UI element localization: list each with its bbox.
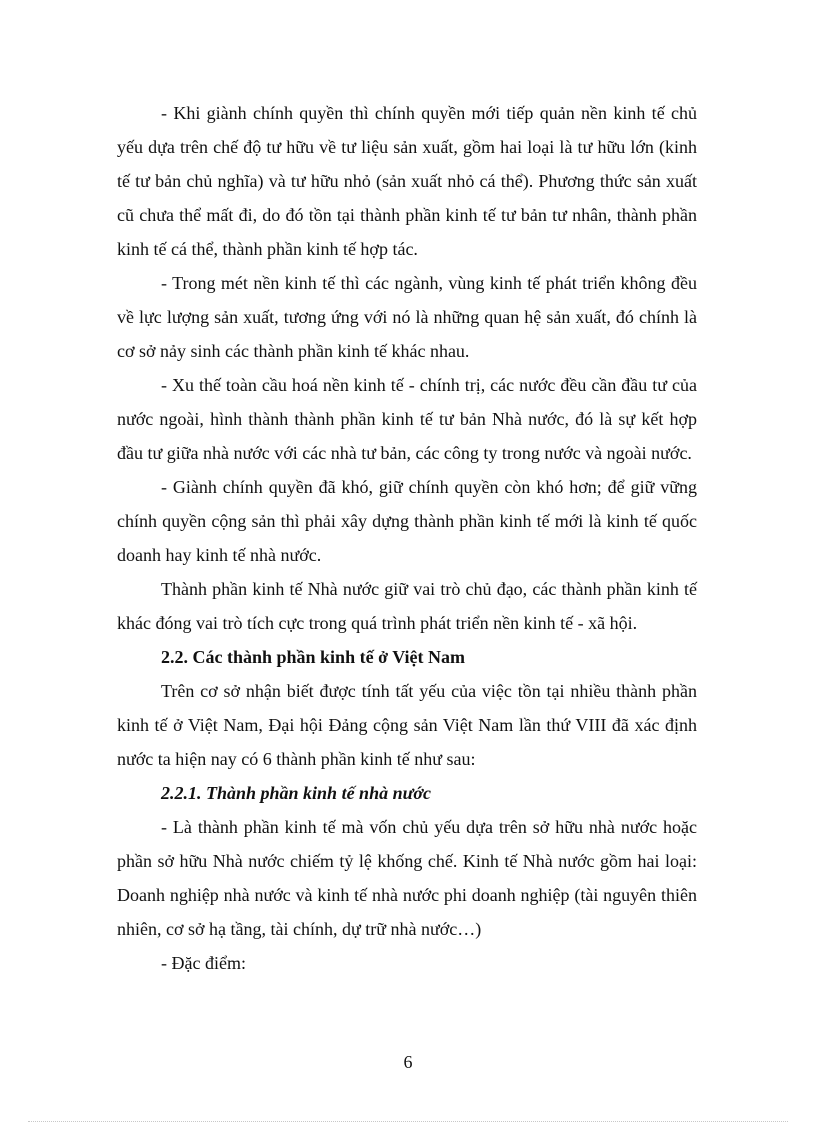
section-intro-paragraph: Trên cơ sở nhận biết được tính tất yếu của việc tồn tại nhiều thành phần kinh tế ở Việt Nam, Đại hội Đảng cộng sản Việt Nam lần thứ VIII đã xác định nước ta hiện nay có 6 thành phần kinh tế như sau: [117,681,697,769]
paragraph-globalization: - Xu thế toàn cầu hoá nền kinh tế - chính trị, các nước đều cần đầu tư của nước ngoài, hình thành thành phần kinh tế tư bản Nhà nước, đó là sự kết hợp đầu tư giữa nhà nước với các nhà tư bản, các công ty trong nước và ngoài nước. [117,375,697,463]
paragraph-takeover-economy: - Khi giành chính quyền thì chính quyền mới tiếp quản nền kinh tế chủ yếu dựa trên chế độ tư hữu về tư liệu sản xuất, gồm hai loại là tư hữu lớn (kinh tế tư bản chủ nghĩa) và tư hữu nhỏ (sản xuất nhỏ cá thể). Phương thức sản xuất cũ chưa thể mất đi, do đó tồn tại thành phần kinh tế tư bản tư nhân, thành phần kinh tế cá thể, thành phần kinh tế hợp tác. [117,103,697,259]
page-bottom-divider [28,1121,788,1122]
page-number: 6 [403,1052,413,1072]
paragraph-leading-role: Thành phần kinh tế Nhà nước giữ vai trò chủ đạo, các thành phần kinh tế khác đóng vai trò tích cực trong quá trình phát triển nền kinh tế - xã hội. [117,579,697,633]
page-body [117,96,697,980]
paragraph-keep-power: - Giành chính quyền đã khó, giữ chính quyền còn khó hơn; để giữ vững chính quyền cộng sản thì phải xây dựng thành phần kinh tế mới là kinh tế quốc doanh hay kinh tế nhà nước. [117,477,697,565]
paragraph-uneven-development: - Trong mét nền kinh tế thì các ngành, vùng kinh tế phát triển không đều về lực lượng sản xuất, tương ứng với nó là những quan hệ sản xuất, đó chính là cơ sở nảy sinh các thành phần kinh tế khác nhau. [117,273,697,361]
section-heading: 2.2. Các thành phần kinh tế ở Việt Nam [161,647,466,667]
paragraph-characteristics: - Đặc điểm: [161,953,246,973]
paragraph-state-economy-definition: - Là thành phần kinh tế mà vốn chủ yếu dựa trên sở hữu nhà nước hoặc phần sở hữu Nhà nước chiếm tỷ lệ khống chế. Kinh tế Nhà nước gồm hai loại: Doanh nghiệp nhà nước và kinh tế nhà nước phi doanh nghiệp (tài nguyên thiên nhiên, cơ sở hạ tầng, tài chính, dự trữ nhà nước…) [117,817,697,939]
subsection-heading: 2.2.1. Thành phần kinh tế nhà nước [161,783,432,803]
